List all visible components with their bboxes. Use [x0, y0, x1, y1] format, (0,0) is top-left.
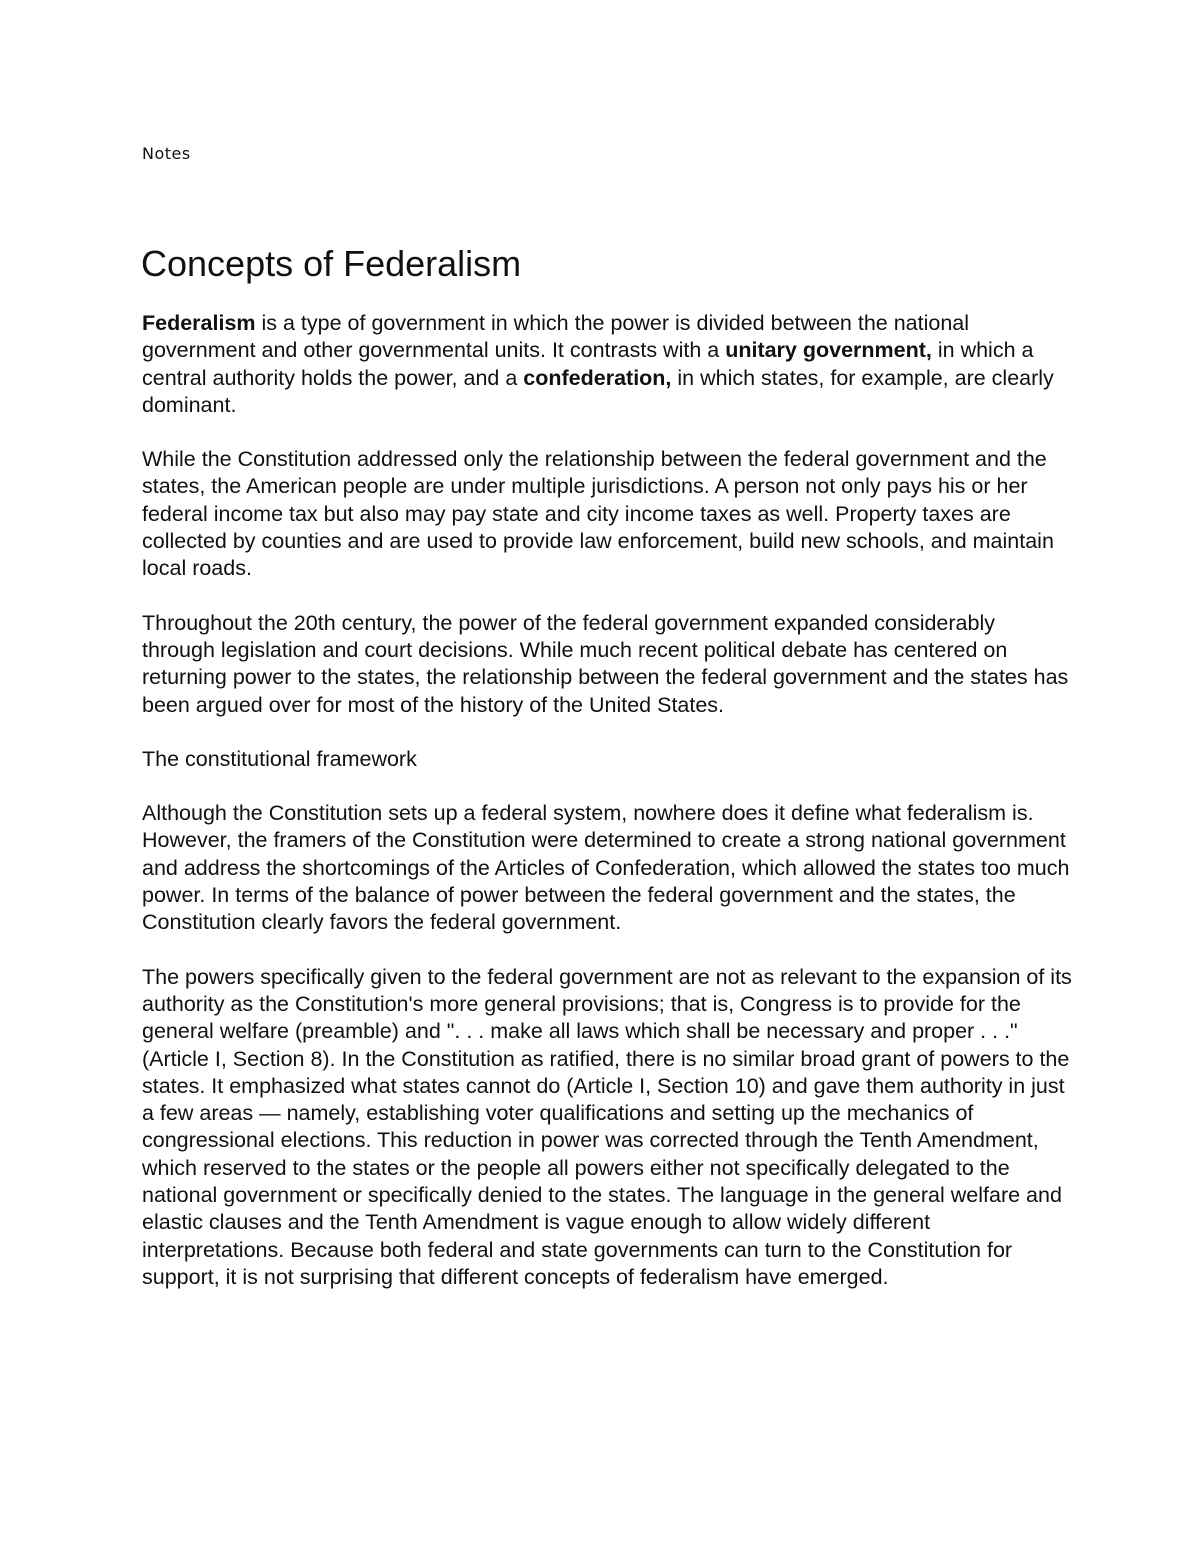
paragraph-framework: Although the Constitution sets up a federal system, nowhere does it define what federalism is. However, the framers of the Constitution were determined to create a strong national government and address the shortcomings of the Articles of Confederation, which allowed the states too much power. In terms of the balance of power between the federal government and the states, the Constitution clearly favors the federal government. [142, 801, 1070, 935]
paragraph-definition-text-2: in which a central authority holds the power, and a [142, 338, 1034, 390]
paragraph-definition-text-3: in which states, for example, are clearly dominant. [142, 365, 1054, 417]
paragraph-jurisdictions: While the Constitution addressed only the relationship between the federal government and the states, the American people are under multiple jurisdictions. A person not only pays his or her federal income tax but also may pay state and city income taxes as well. Property taxes are collected by counties and are used to provide law enforcement, build new schools, and maintain local roads. [142, 447, 1054, 581]
section-subheading: The constitutional framework [142, 746, 417, 771]
document-body [142, 310, 1072, 1318]
term-unitary-government: unitary government, [725, 338, 932, 363]
paragraph-definition-text-1: is a type of government in which the power is divided between the national government and other governmental units. It contrasts with a [142, 311, 970, 363]
term-federalism: Federalism [142, 311, 256, 335]
paragraph-powers: The powers specifically given to the federal government are not as relevant to the expansion of its authority as the Constitution's more general provisions; that is, Congress is to provide for the general welfare (preamble) and ". . . make all laws which shall be necessary and proper . . ." (Article I, Section 8). In the Constitution as ratified, there is no similar broad grant of powers to the states. It emphasized what states cannot do (Article I, Section 10) and gave them authority in just a few areas — namely, establishing voter qualifications and setting up the mechanics of congressional elections. This reduction in power was corrected through the Tenth Amendment, which reserved to the states or the people all powers either not specifically delegated to the national government or specifically denied to the states. The language in the general welfare and elastic clauses and the Tenth Amendment is vague enough to allow widely different interpretations. Because both federal and state governments can turn to the Constitution for support, it is not surprising that different concepts of federalism have emerged. [142, 964, 1072, 1289]
paragraph-definition [142, 310, 1072, 419]
header-note: Notes [142, 144, 191, 163]
paragraph-20th-century: Throughout the 20th century, the power of the federal government expanded considerably through legislation and court decisions. While much recent political debate has centered on returning power to the states, the relationship between the federal government and the states has been argued over for most of the history of the United States. [142, 610, 1069, 717]
document-title: Concepts of Federalism [141, 243, 522, 284]
term-confederation: confederation, [523, 365, 672, 390]
